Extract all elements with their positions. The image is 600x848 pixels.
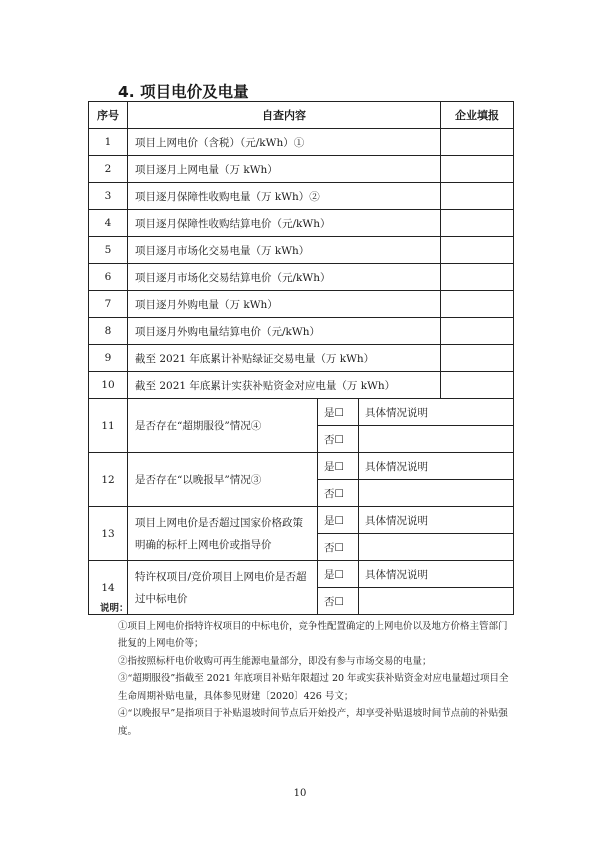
table-row [89, 264, 514, 291]
row-content: 项目逐月市场化交易结算电价（元/kWh） [128, 264, 441, 291]
table-row [89, 399, 514, 426]
row-content: 项目上网电价是否超过国家价格政策明确的标杆上网电价或指导价 [128, 507, 318, 561]
notes-section [100, 600, 515, 740]
page-number: 10 [293, 788, 307, 799]
price-volume-table [88, 101, 514, 615]
row-content: 截至 2021 年底累计补贴绿证交易电量（万 kWh） [128, 345, 441, 372]
header-fill: 企业填报 [441, 102, 514, 129]
fill-cell[interactable] [441, 318, 514, 345]
fill-cell[interactable] [441, 291, 514, 318]
no-checkbox[interactable]: 否☐ [318, 480, 359, 507]
row-content: 项目逐月保障性收购结算电价（元/kWh） [128, 210, 441, 237]
note-item: ①项目上网电价指特许权项目的中标电价，竞争性配置确定的上网电价以及地方价格主管部门批复的上网电价等； [118, 620, 508, 649]
note-item: ③“超期服役”指截至 2021 年底项目补贴年限超过 20 年或实获补贴资金对应电量超过项目全生命周期补贴电量，具体参见财建〔2020〕426 号文； [118, 673, 509, 702]
row-content: 截至 2021 年底累计实获补贴资金对应电量（万 kWh） [128, 372, 441, 399]
table-row [89, 183, 514, 210]
table-row [89, 345, 514, 372]
row-number: 4 [89, 210, 128, 237]
row-content: 特许权项目/竞价项目上网电价是否超过中标电价 [128, 561, 318, 615]
row-content: 项目逐月外购电量结算电价（元/kWh） [128, 318, 441, 345]
fill-cell[interactable] [441, 372, 514, 399]
no-checkbox[interactable]: 否☐ [318, 534, 359, 561]
yes-checkbox[interactable]: 是☐ [318, 399, 359, 426]
row-number: 7 [89, 291, 128, 318]
row-number: 2 [89, 156, 128, 183]
fill-cell[interactable] [441, 264, 514, 291]
detail-blank[interactable] [359, 534, 514, 561]
row-number: 9 [89, 345, 128, 372]
row-content: 项目逐月市场化交易电量（万 kWh） [128, 237, 441, 264]
detail-blank[interactable] [359, 480, 514, 507]
fill-cell[interactable] [441, 183, 514, 210]
table-row [89, 129, 514, 156]
row-number: 1 [89, 129, 128, 156]
table-row [89, 507, 514, 534]
detail-label[interactable]: 具体情况说明 [359, 561, 514, 588]
detail-label[interactable]: 具体情况说明 [359, 507, 514, 534]
header-content: 自查内容 [128, 102, 441, 129]
notes-title: 说明： [100, 603, 129, 614]
row-content: 是否存在“超期服役”情况④ [128, 399, 318, 453]
fill-cell[interactable] [441, 156, 514, 183]
row-number: 11 [89, 399, 128, 453]
table-header-row [89, 102, 514, 129]
section-heading: 4. 项目电价及电量 [118, 83, 249, 101]
fill-cell[interactable] [441, 237, 514, 264]
row-content: 项目逐月上网电量（万 kWh） [128, 156, 441, 183]
no-checkbox[interactable]: 否☐ [318, 426, 359, 453]
row-number: 12 [89, 453, 128, 507]
table-row [89, 318, 514, 345]
yes-checkbox[interactable]: 是☐ [318, 561, 359, 588]
table-row [89, 210, 514, 237]
no-checkbox[interactable]: 否☐ [318, 588, 359, 615]
row-content: 项目上网电价（含税）（元/kWh）① [128, 129, 441, 156]
table-row [89, 156, 514, 183]
row-number: 10 [89, 372, 128, 399]
detail-blank[interactable] [359, 426, 514, 453]
table-row [89, 561, 514, 588]
yes-checkbox[interactable]: 是☐ [318, 453, 359, 480]
fill-cell[interactable] [441, 129, 514, 156]
fill-cell[interactable] [441, 210, 514, 237]
row-content: 项目逐月外购电量（万 kWh） [128, 291, 441, 318]
row-content: 项目逐月保障性收购电量（万 kWh）② [128, 183, 441, 210]
note-item: ②指按照标杆电价收购可再生能源电量部分，即没有参与市场交易的电量； [118, 655, 432, 667]
row-number: 5 [89, 237, 128, 264]
row-content: 是否存在“以晚报早”情况③ [128, 453, 318, 507]
row-number: 3 [89, 183, 128, 210]
header-no: 序号 [89, 102, 128, 129]
row-number: 6 [89, 264, 128, 291]
table-row [89, 372, 514, 399]
row-number: 8 [89, 318, 128, 345]
row-number: 13 [89, 507, 128, 561]
table-row [89, 291, 514, 318]
table-row [89, 453, 514, 480]
detail-label[interactable]: 具体情况说明 [359, 399, 514, 426]
fill-cell[interactable] [441, 345, 514, 372]
table-row [89, 237, 514, 264]
row-number: 14 [89, 561, 128, 615]
note-item: ④“以晚报早”是指项目于补贴退坡时间节点后开始投产，却享受补贴退坡时间节点前的补贴强度。 [118, 708, 508, 737]
yes-checkbox[interactable]: 是☐ [318, 507, 359, 534]
detail-label[interactable]: 具体情况说明 [359, 453, 514, 480]
